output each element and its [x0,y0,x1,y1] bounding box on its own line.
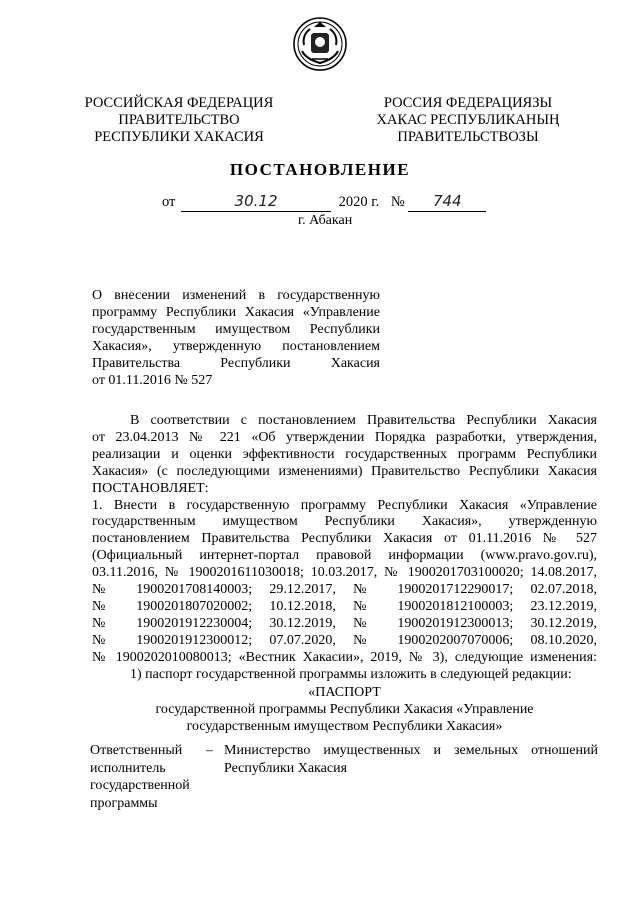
body-line: № 1900201708140003; 29.12.2017, № 1900201712290017; 02.07.2018, [92,582,597,598]
header-right-line: ПРАВИТЕЛЬСТВОЗЫ [397,129,539,145]
body-line: № 1900201912300012; 07.07.2020, № 1900202007070006; 08.10.2020, [92,632,597,648]
header-left [68,95,290,146]
body-line: В соответствии с постановлением Правительства Республики Хакасия [130,413,597,428]
coat-of-arms-emblem [292,15,348,73]
subject-line: Правительства Республики Хакасия [92,356,380,371]
date-prefix: от [162,194,176,210]
table-left-cell [90,742,210,812]
year-text: 2020 г. [338,194,380,210]
table-left-line: программы [90,795,158,811]
body-line: № 1900201912230004; 30.12.2019, № 1900201912300013; 30.12.2019, [92,615,597,631]
table-left-line: исполнитель [90,760,166,776]
number-label: № [390,194,405,210]
subject-line: программу Республики Хакасия «Управление [92,305,380,320]
subject-line: Хакасия», утвержденную постановлением [92,339,380,354]
body-line: реализации и оценки эффективности государственных программ Республики [92,446,597,462]
body-line: (Официальный интернет-портал правовой информации (www.pravo.gov.ru), [92,548,597,564]
table-right-line: Республики Хакасия [224,760,348,776]
subject-line: О внесении изменений в государственную [92,288,380,303]
header-left-line: РОССИЙСКАЯ ФЕДЕРАЦИЯ [84,95,274,111]
document-title: ПОСТАНОВЛЕНИЕ [229,160,411,179]
body-line: от 23.04.2013 № 221 «Об утверждении Порядка разработки, утверждения, [92,429,597,445]
passport-heading-block [92,684,597,735]
header-right-line: ХАКАС РЕСПУБЛИКАНЫҢ [376,112,560,128]
handwritten-date: 30.12 [234,192,278,210]
table-right-cell [224,742,598,777]
subject-line: от 01.11.2016 № 527 [92,373,213,388]
body-line: 1. Внести в государственную программу Республики Хакасия «Управление [92,497,597,513]
body-line: постановлением Правительства Республики Хакасия от 01.11.2016 № 527 [92,531,597,547]
header-right [356,95,580,146]
body-text [92,413,597,684]
date-field [181,193,331,212]
passport-subheading-line: государственным имуществом Республики Хакасия» [186,719,503,734]
body-line: № 1900201807020002; 10.12.2018, № 1900201812100003; 23.12.2019, [92,598,597,614]
passport-heading: «ПАСПОРТ [308,685,381,700]
body-line: государственным имуществом Республики Хакасия», утвержденную [92,514,597,530]
body-line: 03.11.2016, № 1900201611030018; 10.03.2017, № 1900201703100020; 14.08.2017, [92,565,597,581]
handwritten-number: 744 [432,192,462,210]
subject-line: государственным имуществом Республики [92,322,380,337]
date-line [162,193,492,212]
body-line: Хакасия» (с последующими изменениями) Правительство Республики Хакасия [92,463,597,479]
table-left-line: государственной [90,778,190,793]
header-left-line: ПРАВИТЕЛЬСТВО [118,112,240,128]
body-line: 1) паспорт государственной программы изложить в следующей редакции: [130,666,572,682]
city: г. Абакан [298,213,353,228]
number-field [408,193,486,212]
header-left-line: РЕСПУБЛИКИ ХАКАСИЯ [94,129,264,145]
table-left-line: Ответственный [90,743,183,758]
table-right-line: Министерство имущественных и земельных отношений [224,743,598,758]
passport-subheading-line: государственной программы Республики Хакасия «Управление [155,702,534,717]
header-right-line: РОССИЯ ФЕДЕРАЦИЯЗЫ [383,95,553,111]
body-line: ПОСТАНОВЛЯЕТ: [92,480,209,496]
subject-block [92,287,380,389]
table-dash: – [206,743,213,758]
body-line: № 1900202010080013; «Вестник Хакасии», 2019, № 3), следующие изменения: [92,649,597,665]
